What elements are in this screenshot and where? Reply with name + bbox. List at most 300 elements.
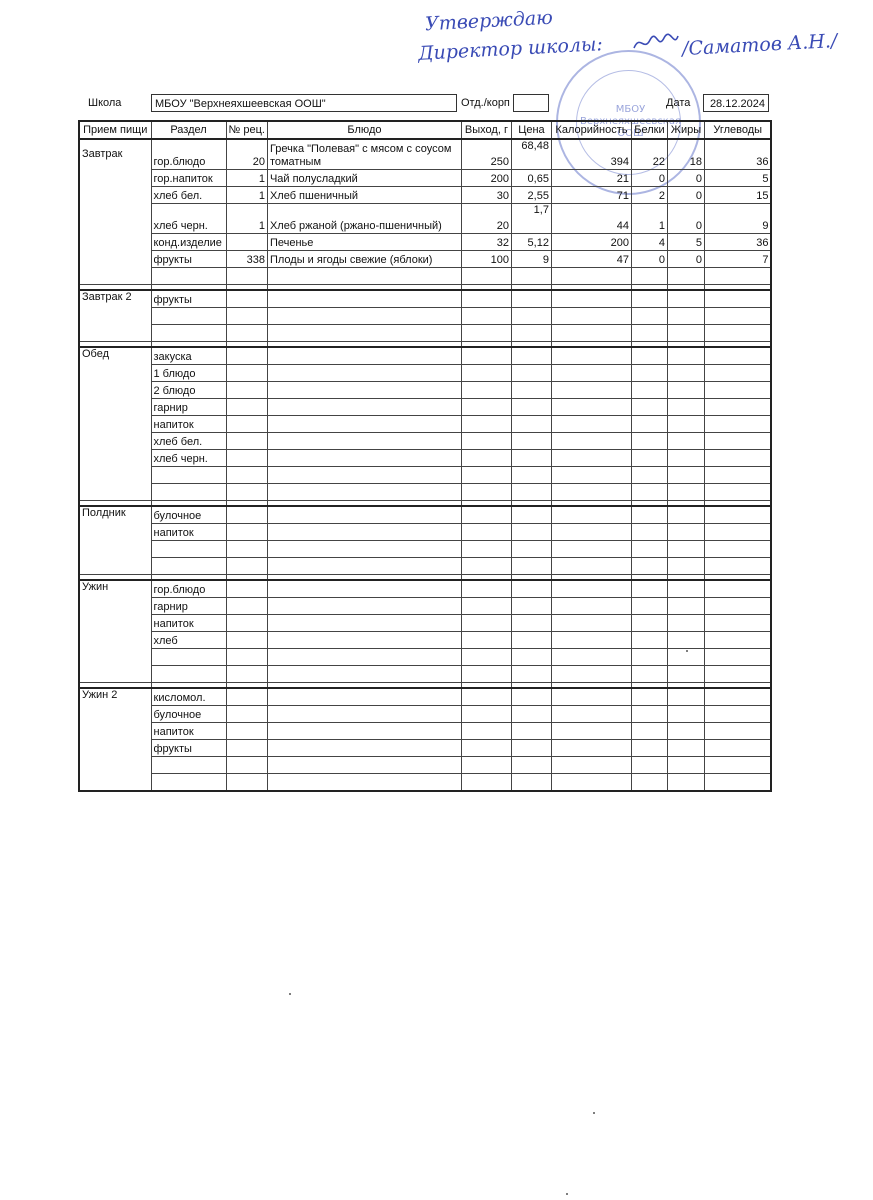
- carbs-cell: [704, 268, 771, 285]
- fat-cell: 18: [667, 139, 704, 170]
- yield-cell: [461, 666, 511, 683]
- recipe-cell: [226, 757, 267, 774]
- kcal-cell: 44: [551, 204, 631, 234]
- meal-cell: [79, 308, 151, 325]
- table-row: [79, 484, 771, 501]
- fat-cell: [667, 615, 704, 632]
- carbs-cell: 5: [704, 170, 771, 187]
- carbs-cell: [704, 723, 771, 740]
- price-cell: [511, 433, 551, 450]
- kcal-cell: [551, 347, 631, 365]
- carbs-cell: [704, 308, 771, 325]
- fat-cell: [667, 325, 704, 342]
- kcal-cell: [551, 365, 631, 382]
- yield-cell: [461, 433, 511, 450]
- meal-cell: [79, 706, 151, 723]
- protein-cell: [631, 467, 667, 484]
- yield-cell: [461, 649, 511, 666]
- price-cell: [511, 382, 551, 399]
- carbs-cell: [704, 649, 771, 666]
- date-value: 28.12.2024: [703, 94, 769, 112]
- section-cell: 2 блюдо: [151, 382, 226, 399]
- school-label: Школа: [88, 97, 122, 109]
- kcal-cell: 47: [551, 251, 631, 268]
- kcal-cell: [551, 382, 631, 399]
- recipe-cell: [226, 541, 267, 558]
- dish-cell: [267, 598, 461, 615]
- column-header: Жиры: [667, 121, 704, 139]
- approval-line-director: Директор школы:: [417, 33, 604, 65]
- price-cell: [511, 365, 551, 382]
- meal-cell: [79, 187, 151, 204]
- yield-cell: [461, 757, 511, 774]
- section-cell: 1 блюдо: [151, 365, 226, 382]
- price-cell: 1,7: [511, 204, 551, 234]
- price-cell: [511, 649, 551, 666]
- protein-cell: 2: [631, 187, 667, 204]
- yield-cell: 200: [461, 170, 511, 187]
- table-row: [79, 251, 771, 268]
- price-cell: [511, 524, 551, 541]
- table-row: [79, 524, 771, 541]
- section-cell: [151, 308, 226, 325]
- carbs-cell: [704, 506, 771, 524]
- fat-cell: [667, 666, 704, 683]
- price-cell: 2,55: [511, 187, 551, 204]
- recipe-cell: 1: [226, 187, 267, 204]
- scan-speck: [593, 1112, 595, 1114]
- yield-cell: [461, 268, 511, 285]
- yield-cell: [461, 723, 511, 740]
- protein-cell: [631, 506, 667, 524]
- kcal-cell: [551, 598, 631, 615]
- dish-cell: [267, 382, 461, 399]
- recipe-cell: [226, 290, 267, 308]
- price-cell: [511, 399, 551, 416]
- meal-cell: [79, 268, 151, 285]
- carbs-cell: [704, 399, 771, 416]
- table-row: [79, 290, 771, 308]
- table-row: [79, 706, 771, 723]
- dish-cell: [267, 399, 461, 416]
- recipe-cell: [226, 688, 267, 706]
- kcal-cell: [551, 666, 631, 683]
- table-row: [79, 450, 771, 467]
- meal-cell: [79, 649, 151, 666]
- table-row: [79, 558, 771, 575]
- protein-cell: [631, 416, 667, 433]
- table-row: [79, 774, 771, 792]
- meal-cell: [79, 524, 151, 541]
- carbs-cell: [704, 580, 771, 598]
- yield-cell: [461, 450, 511, 467]
- recipe-cell: [226, 740, 267, 757]
- kcal-cell: [551, 433, 631, 450]
- recipe-cell: [226, 706, 267, 723]
- protein-cell: 0: [631, 251, 667, 268]
- recipe-cell: [226, 399, 267, 416]
- yield-cell: 20: [461, 204, 511, 234]
- yield-cell: [461, 467, 511, 484]
- section-cell: гор.напиток: [151, 170, 226, 187]
- section-cell: [151, 558, 226, 575]
- yield-cell: [461, 325, 511, 342]
- carbs-cell: [704, 774, 771, 792]
- dish-cell: [267, 506, 461, 524]
- section-cell: [151, 757, 226, 774]
- dish-cell: [267, 580, 461, 598]
- yield-cell: [461, 399, 511, 416]
- carbs-cell: 15: [704, 187, 771, 204]
- carbs-cell: [704, 541, 771, 558]
- meal-cell: [79, 598, 151, 615]
- yield-cell: [461, 347, 511, 365]
- fat-cell: [667, 723, 704, 740]
- kcal-cell: [551, 558, 631, 575]
- meal-cell: [79, 365, 151, 382]
- section-cell: [151, 467, 226, 484]
- recipe-cell: [226, 649, 267, 666]
- price-cell: [511, 580, 551, 598]
- fat-cell: [667, 740, 704, 757]
- kcal-cell: [551, 688, 631, 706]
- section-cell: [151, 484, 226, 501]
- column-header: Белки: [631, 121, 667, 139]
- dish-cell: [267, 706, 461, 723]
- section-cell: фрукты: [151, 290, 226, 308]
- yield-cell: [461, 524, 511, 541]
- carbs-cell: [704, 757, 771, 774]
- yield-cell: 100: [461, 251, 511, 268]
- recipe-cell: 20: [226, 139, 267, 170]
- meal-name-cell: Полдник: [79, 506, 151, 524]
- yield-cell: [461, 615, 511, 632]
- protein-cell: [631, 450, 667, 467]
- table-row: [79, 416, 771, 433]
- protein-cell: [631, 598, 667, 615]
- meal-name-cell: Обед: [79, 347, 151, 365]
- meal-cell: [79, 740, 151, 757]
- table-row: [79, 433, 771, 450]
- meal-cell: [79, 484, 151, 501]
- protein-cell: [631, 268, 667, 285]
- fat-cell: [667, 290, 704, 308]
- fat-cell: [667, 757, 704, 774]
- kcal-cell: [551, 649, 631, 666]
- fat-cell: 0: [667, 251, 704, 268]
- meal-cell: [79, 723, 151, 740]
- price-cell: 68,48: [511, 139, 551, 170]
- school-value: МБОУ "Верхнеяхшеевская ООШ": [151, 94, 457, 112]
- kcal-cell: [551, 467, 631, 484]
- dish-cell: [267, 308, 461, 325]
- price-cell: [511, 290, 551, 308]
- fat-cell: [667, 433, 704, 450]
- kcal-cell: [551, 580, 631, 598]
- column-header: Выход, г: [461, 121, 511, 139]
- meal-name-cell: Ужин: [79, 580, 151, 598]
- yield-cell: [461, 484, 511, 501]
- carbs-cell: [704, 382, 771, 399]
- kcal-cell: [551, 416, 631, 433]
- meal-cell: [79, 251, 151, 268]
- recipe-cell: [226, 524, 267, 541]
- section-cell: [151, 649, 226, 666]
- carbs-cell: [704, 615, 771, 632]
- column-header: Калорийность: [551, 121, 631, 139]
- price-cell: [511, 774, 551, 792]
- price-cell: [511, 558, 551, 575]
- meal-cell: [79, 204, 151, 234]
- kcal-cell: [551, 399, 631, 416]
- dish-cell: [267, 524, 461, 541]
- table-row: [79, 170, 771, 187]
- recipe-cell: [226, 598, 267, 615]
- meal-name-cell: Завтрак 2: [79, 290, 151, 308]
- table-row: [79, 187, 771, 204]
- yield-cell: [461, 506, 511, 524]
- protein-cell: 1: [631, 204, 667, 234]
- section-cell: гор.блюдо: [151, 139, 226, 170]
- protein-cell: [631, 688, 667, 706]
- recipe-cell: [226, 433, 267, 450]
- carbs-cell: [704, 666, 771, 683]
- carbs-cell: [704, 524, 771, 541]
- fat-cell: [667, 774, 704, 792]
- meal-cell: [79, 541, 151, 558]
- meal-name-cell: Ужин 2: [79, 688, 151, 706]
- dish-cell: [267, 666, 461, 683]
- fat-cell: 0: [667, 204, 704, 234]
- fat-cell: [667, 399, 704, 416]
- kcal-cell: [551, 484, 631, 501]
- recipe-cell: [226, 558, 267, 575]
- dish-cell: [267, 268, 461, 285]
- table-row: [79, 632, 771, 649]
- meal-cell: [79, 416, 151, 433]
- recipe-cell: [226, 467, 267, 484]
- yield-cell: [461, 688, 511, 706]
- fat-cell: 5: [667, 234, 704, 251]
- section-cell: гарнир: [151, 399, 226, 416]
- meal-cell: [79, 558, 151, 575]
- table-row: [79, 325, 771, 342]
- date-label: Дата: [666, 97, 691, 109]
- section-cell: [151, 541, 226, 558]
- protein-cell: [631, 382, 667, 399]
- carbs-cell: 7: [704, 251, 771, 268]
- meal-cell: [79, 757, 151, 774]
- fat-cell: [667, 541, 704, 558]
- meal-cell: [79, 399, 151, 416]
- fat-cell: [667, 382, 704, 399]
- section-cell: конд.изделие: [151, 234, 226, 251]
- kcal-cell: [551, 757, 631, 774]
- carbs-cell: 36: [704, 234, 771, 251]
- section-cell: [151, 268, 226, 285]
- meal-cell: [79, 467, 151, 484]
- carbs-cell: [704, 416, 771, 433]
- meal-cell: [79, 632, 151, 649]
- price-cell: [511, 598, 551, 615]
- fat-cell: [667, 484, 704, 501]
- table-row: [79, 347, 771, 365]
- stamp-text: ООШ: [617, 128, 644, 139]
- table-row: [79, 740, 771, 757]
- protein-cell: [631, 433, 667, 450]
- protein-cell: [631, 308, 667, 325]
- dish-cell: [267, 290, 461, 308]
- recipe-cell: [226, 382, 267, 399]
- fat-cell: [667, 268, 704, 285]
- price-cell: [511, 706, 551, 723]
- yield-cell: [461, 365, 511, 382]
- protein-cell: [631, 541, 667, 558]
- protein-cell: [631, 399, 667, 416]
- recipe-cell: [226, 325, 267, 342]
- section-cell: хлеб: [151, 632, 226, 649]
- section-cell: [151, 774, 226, 792]
- table-row: [79, 365, 771, 382]
- fat-cell: [667, 706, 704, 723]
- price-cell: [511, 484, 551, 501]
- table-row: [79, 649, 771, 666]
- yield-cell: 250: [461, 139, 511, 170]
- protein-cell: [631, 325, 667, 342]
- dish-cell: [267, 558, 461, 575]
- fat-cell: [667, 524, 704, 541]
- protein-cell: [631, 615, 667, 632]
- yield-cell: [461, 308, 511, 325]
- section-cell: хлеб черн.: [151, 204, 226, 234]
- section-cell: [151, 666, 226, 683]
- price-cell: [511, 416, 551, 433]
- carbs-cell: [704, 598, 771, 615]
- column-header: Углеводы: [704, 121, 771, 139]
- section-cell: напиток: [151, 524, 226, 541]
- yield-cell: [461, 580, 511, 598]
- price-cell: 5,12: [511, 234, 551, 251]
- protein-cell: 0: [631, 170, 667, 187]
- scan-speck: [686, 650, 688, 652]
- dish-cell: [267, 615, 461, 632]
- dish-cell: [267, 450, 461, 467]
- carbs-cell: [704, 467, 771, 484]
- price-cell: [511, 723, 551, 740]
- kcal-cell: [551, 706, 631, 723]
- section-cell: булочное: [151, 506, 226, 524]
- carbs-cell: [704, 484, 771, 501]
- fat-cell: [667, 506, 704, 524]
- carbs-cell: [704, 688, 771, 706]
- column-header: Цена: [511, 121, 551, 139]
- recipe-cell: [226, 580, 267, 598]
- kcal-cell: [551, 541, 631, 558]
- dept-label: Отд./корп: [461, 97, 510, 109]
- fat-cell: [667, 598, 704, 615]
- recipe-cell: [226, 774, 267, 792]
- price-cell: [511, 308, 551, 325]
- kcal-cell: [551, 268, 631, 285]
- price-cell: [511, 325, 551, 342]
- meal-cell: [79, 433, 151, 450]
- protein-cell: [631, 666, 667, 683]
- kcal-cell: [551, 740, 631, 757]
- carbs-cell: [704, 740, 771, 757]
- fat-cell: [667, 688, 704, 706]
- table-row: [79, 399, 771, 416]
- dish-cell: [267, 649, 461, 666]
- dish-cell: [267, 757, 461, 774]
- kcal-cell: 71: [551, 187, 631, 204]
- dish-cell: [267, 467, 461, 484]
- protein-cell: 22: [631, 139, 667, 170]
- protein-cell: 4: [631, 234, 667, 251]
- recipe-cell: 338: [226, 251, 267, 268]
- section-cell: булочное: [151, 706, 226, 723]
- dish-cell: Хлеб ржаной (ржано-пшеничный): [267, 204, 461, 234]
- table-row: [79, 234, 771, 251]
- kcal-cell: [551, 506, 631, 524]
- yield-cell: [461, 740, 511, 757]
- table-row: [79, 723, 771, 740]
- carbs-cell: [704, 433, 771, 450]
- carbs-cell: [704, 325, 771, 342]
- menu-body: [79, 139, 771, 791]
- column-header: № рец.: [226, 121, 267, 139]
- kcal-cell: [551, 524, 631, 541]
- kcal-cell: 21: [551, 170, 631, 187]
- dish-cell: [267, 688, 461, 706]
- table-header-row: [79, 121, 771, 139]
- table-row: [79, 204, 771, 234]
- dish-cell: [267, 347, 461, 365]
- dish-cell: Плоды и ягоды свежие (яблоки): [267, 251, 461, 268]
- price-cell: [511, 268, 551, 285]
- kcal-cell: [551, 308, 631, 325]
- section-cell: хлеб бел.: [151, 187, 226, 204]
- fat-cell: [667, 558, 704, 575]
- yield-cell: [461, 541, 511, 558]
- dish-cell: [267, 365, 461, 382]
- kcal-cell: [551, 615, 631, 632]
- protein-cell: [631, 723, 667, 740]
- table-row: [79, 598, 771, 615]
- recipe-cell: 1: [226, 204, 267, 234]
- yield-cell: [461, 558, 511, 575]
- section-cell: фрукты: [151, 251, 226, 268]
- recipe-cell: [226, 666, 267, 683]
- section-cell: напиток: [151, 723, 226, 740]
- meal-cell: [79, 666, 151, 683]
- scan-speck: [566, 1193, 568, 1195]
- yield-cell: [461, 632, 511, 649]
- recipe-cell: [226, 615, 267, 632]
- section-cell: хлеб бел.: [151, 433, 226, 450]
- dept-value: [513, 94, 549, 112]
- section-cell: гор.блюдо: [151, 580, 226, 598]
- column-header: Прием пищи: [79, 121, 151, 139]
- table-row: [79, 541, 771, 558]
- price-cell: [511, 632, 551, 649]
- kcal-cell: [551, 723, 631, 740]
- protein-cell: [631, 484, 667, 501]
- kcal-cell: 394: [551, 139, 631, 170]
- price-cell: [511, 615, 551, 632]
- yield-cell: [461, 382, 511, 399]
- stamp-text: МБОУ: [615, 104, 646, 115]
- yield-cell: 32: [461, 234, 511, 251]
